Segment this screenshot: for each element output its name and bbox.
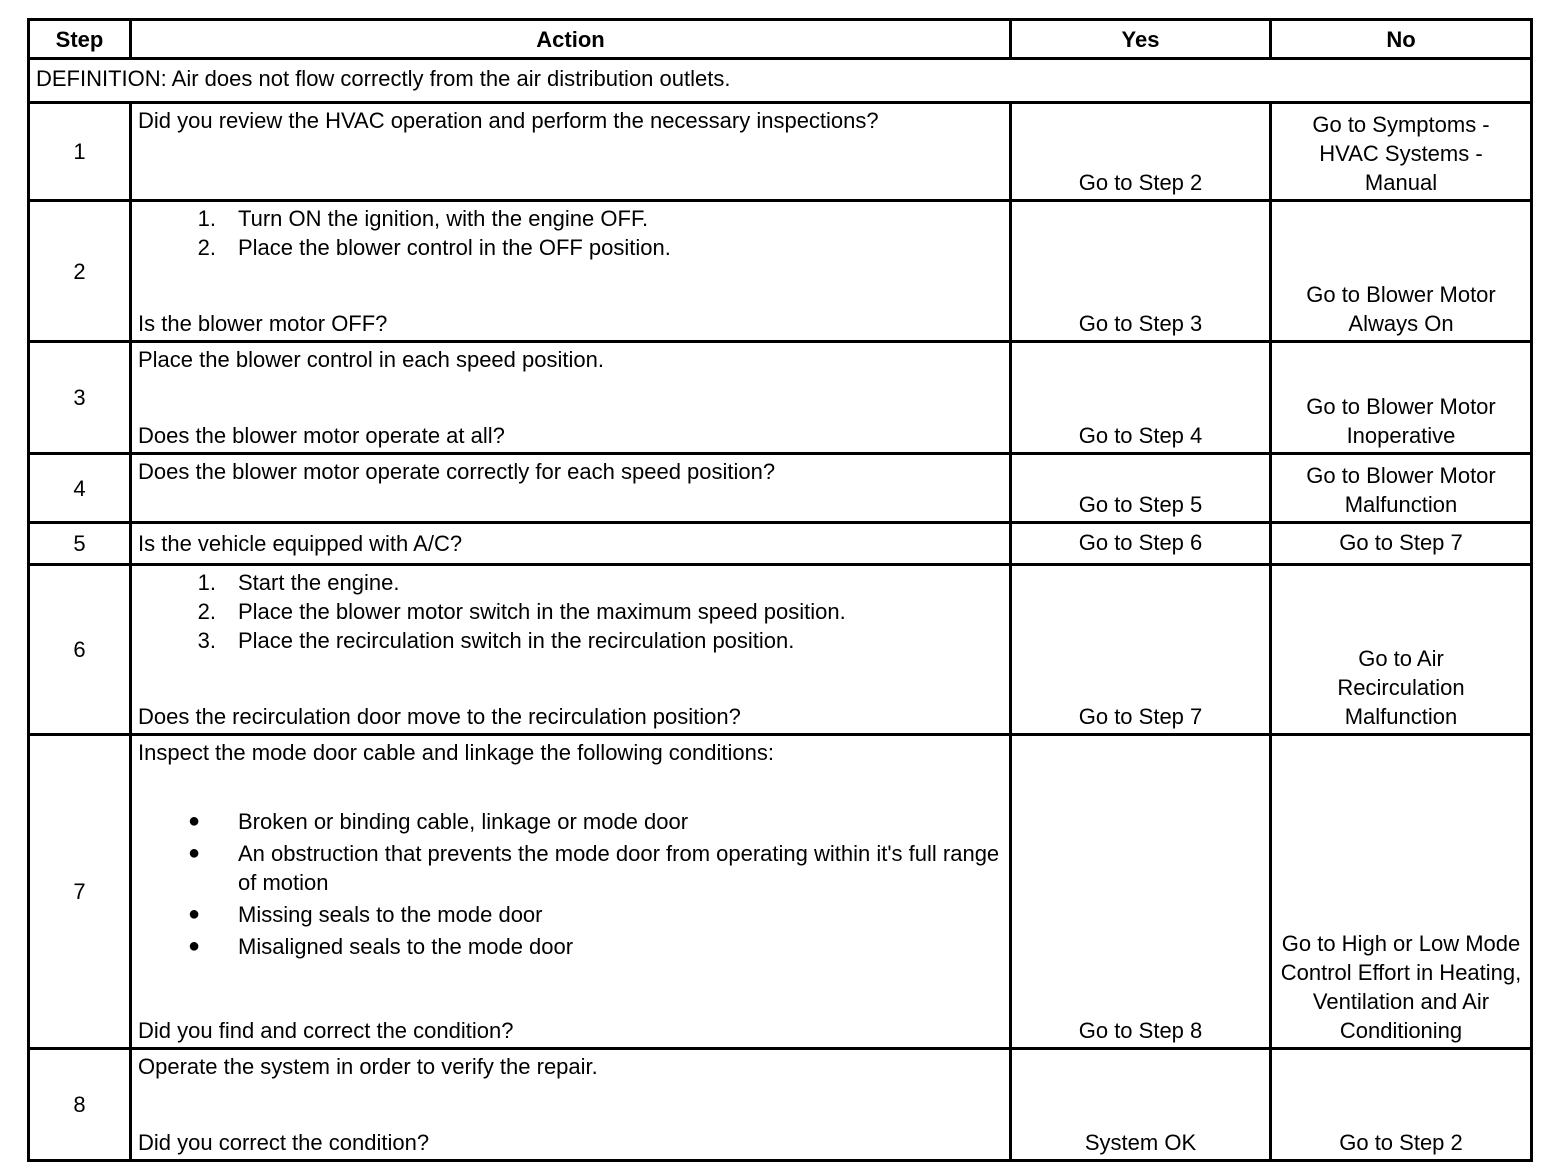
no-cell: Go to Step 2 — [1271, 1049, 1532, 1161]
table-row — [29, 735, 1532, 1049]
definition-row — [29, 59, 1532, 103]
no-cell: Go to Blower Motor Malfunction — [1271, 454, 1532, 523]
header-step: Step — [29, 20, 131, 59]
action-text: Place the blower control in each speed position. — [138, 347, 604, 372]
action-question: Did you correct the condition? — [138, 1130, 430, 1155]
action-cell — [131, 1049, 1011, 1161]
action-cell — [131, 201, 1011, 342]
list-item: ● Missing seals to the mode door — [188, 902, 543, 927]
header-row — [29, 20, 1532, 59]
action-text: Did you review the HVAC operation and perform the necessary inspections? — [138, 108, 879, 133]
yes-cell: Go to Step 5 — [1011, 454, 1271, 523]
condition-list — [138, 807, 1003, 961]
list-item: 1. Turn ON the ignition, with the engine OFF. — [197, 206, 649, 231]
yes-cell: Go to Step 7 — [1011, 565, 1271, 735]
list-item: ● Broken or binding cable, linkage or mode door — [188, 809, 689, 834]
no-cell: Go to Blower Motor Always On — [1271, 201, 1532, 342]
step-number: 6 — [29, 565, 131, 735]
table-row — [29, 103, 1532, 201]
step-number: 4 — [29, 454, 131, 523]
no-cell: Go to High or Low Mode Control Effort in Heating, Ventilation and Air Conditioning — [1271, 735, 1532, 1049]
step-number: 5 — [29, 523, 131, 565]
action-text: Inspect the mode door cable and linkage the following conditions: — [138, 740, 774, 765]
step-number: 2 — [29, 201, 131, 342]
no-cell: Go to Step 7 — [1271, 523, 1532, 565]
step-number: 3 — [29, 342, 131, 454]
action-cell — [131, 565, 1011, 735]
list-item: ● Misaligned seals to the mode door — [188, 934, 574, 959]
action-list — [138, 204, 1003, 262]
list-item: ● An obstruction that prevents the mode door from operating within it's full range of motion — [188, 841, 1000, 895]
yes-cell: Go to Step 2 — [1011, 103, 1271, 201]
list-item: 2. Place the blower motor switch in the maximum speed position. — [197, 599, 846, 624]
action-cell — [131, 735, 1011, 1049]
action-cell — [131, 523, 1011, 565]
action-text: Does the blower motor operate correctly for each speed position? — [138, 459, 776, 484]
header-no: No — [1271, 20, 1532, 59]
no-cell: Go to Symptoms - HVAC Systems - Manual — [1271, 103, 1532, 201]
list-item: 2. Place the blower control in the OFF position. — [197, 235, 671, 260]
no-cell: Go to Blower Motor Inoperative — [1271, 342, 1532, 454]
action-question: Is the blower motor OFF? — [138, 311, 388, 336]
table-row — [29, 565, 1532, 735]
action-cell — [131, 103, 1011, 201]
table-row — [29, 1049, 1532, 1161]
yes-cell: Go to Step 8 — [1011, 735, 1271, 1049]
action-question: Did you find and correct the condition? — [138, 1018, 514, 1043]
action-text: Operate the system in order to verify the repair. — [138, 1054, 598, 1079]
list-item: 3. Place the recirculation switch in the recirculation position. — [197, 628, 795, 653]
table-row — [29, 454, 1532, 523]
yes-cell: System OK — [1011, 1049, 1271, 1161]
diagnostic-table — [27, 18, 1533, 1162]
action-list — [138, 568, 1003, 655]
definition-text: DEFINITION: Air does not flow correctly from the air distribution outlets. — [29, 59, 1532, 103]
action-question: Does the blower motor operate at all? — [138, 423, 505, 448]
step-number: 8 — [29, 1049, 131, 1161]
yes-cell: Go to Step 3 — [1011, 201, 1271, 342]
table-row — [29, 342, 1532, 454]
no-cell: Go to Air Recirculation Malfunction — [1271, 565, 1532, 735]
table-row — [29, 523, 1532, 565]
table-row — [29, 201, 1532, 342]
step-number: 7 — [29, 735, 131, 1049]
action-question: Does the recirculation door move to the recirculation position? — [138, 704, 741, 729]
step-number: 1 — [29, 103, 131, 201]
yes-cell: Go to Step 4 — [1011, 342, 1271, 454]
yes-cell: Go to Step 6 — [1011, 523, 1271, 565]
action-cell — [131, 454, 1011, 523]
action-cell — [131, 342, 1011, 454]
action-text: Is the vehicle equipped with A/C? — [138, 531, 463, 556]
list-item: 1. Start the engine. — [197, 570, 400, 595]
header-action: Action — [131, 20, 1011, 59]
header-yes: Yes — [1011, 20, 1271, 59]
